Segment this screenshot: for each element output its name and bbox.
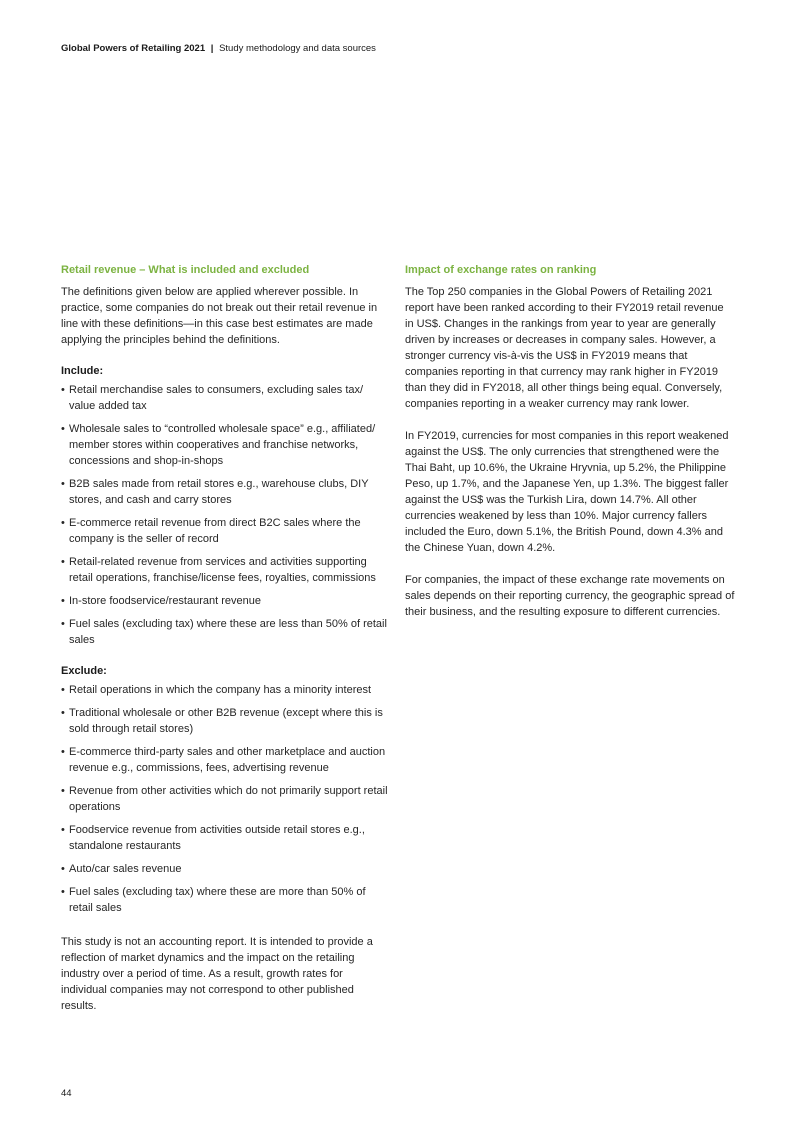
bullet-icon: • xyxy=(61,556,65,568)
right-column xyxy=(405,262,735,620)
list-item: • Foodservice revenue from activities outside retail stores e.g., standalone restaurants xyxy=(61,824,365,852)
bullet-icon: • xyxy=(61,824,65,836)
exchange-paragraph-3: For companies, the impact of these exchange rate movements on sales depends on their reporting currency, the geographic spread of their business, and the resulting exposure to different currencies. xyxy=(405,574,735,618)
list-item: • Traditional wholesale or other B2B revenue (except where this is sold through retail stores) xyxy=(61,707,383,735)
report-title: Global Powers of Retailing 2021 xyxy=(61,43,206,54)
list-item: • B2B sales made from retail stores e.g., warehouse clubs, DIY stores, and cash and carry stores xyxy=(61,478,369,506)
bullet-icon: • xyxy=(61,384,65,396)
list-item: • Retail operations in which the company has a minority interest xyxy=(61,684,372,696)
include-list xyxy=(61,382,391,648)
left-column xyxy=(61,262,391,1014)
exchange-rates-heading: Impact of exchange rates on ranking xyxy=(405,264,597,276)
exclude-list xyxy=(61,682,391,916)
page-number: 44 xyxy=(61,1088,72,1099)
list-item: • E-commerce third-party sales and other marketplace and auction revenue e.g., commissions, fees, advertising revenue xyxy=(61,746,386,774)
bullet-icon: • xyxy=(61,618,65,630)
list-item: • Wholesale sales to “controlled wholesale space” e.g., affiliated/ member stores within cooperatives and franchise networks, concessions and shop-in-shops xyxy=(61,423,376,467)
running-header xyxy=(61,43,376,54)
exchange-paragraph-1: The Top 250 companies in the Global Powers of Retailing 2021 report have been ranked according to their FY2019 retail revenue in US$. Changes in the rankings from year to year are generally driven by increases or decreases in company sales. However, a stronger currency vis-à-vis the US$ in FY2019 means that companies reporting in that currency may rank higher in FY2019 than they did in FY2018, all other things being equal. Conversely, companies reporting in a weaker currency may rank lower. xyxy=(405,286,724,410)
list-item: • Retail merchandise sales to consumers, excluding sales tax/ value added tax xyxy=(61,384,364,412)
bullet-icon: • xyxy=(61,423,65,435)
bullet-icon: • xyxy=(61,478,65,490)
header-separator: | xyxy=(210,43,214,54)
definitions-intro: The definitions given below are applied wherever possible. In practice, some companies do not break out their retail revenue in line with these definitions—in this case best estimates are made applying the principles behind the definitions. xyxy=(61,286,378,346)
section-title: Study methodology and data sources xyxy=(219,43,376,54)
list-item: • E-commerce retail revenue from direct B2C sales where the company is the seller of record xyxy=(61,517,361,545)
bullet-icon: • xyxy=(61,707,65,719)
list-item: • Fuel sales (excluding tax) where these are less than 50% of retail sales xyxy=(61,618,387,646)
list-item: • Fuel sales (excluding tax) where these are more than 50% of retail sales xyxy=(61,886,366,914)
exclude-title: Exclude: xyxy=(61,665,107,677)
list-item: • Auto/car sales revenue xyxy=(61,863,182,875)
bullet-icon: • xyxy=(61,595,65,607)
list-item: • Retail-related revenue from services and activities supporting retail operations, franchise/license fees, royalties, commissions xyxy=(61,556,376,584)
bullet-icon: • xyxy=(61,863,65,875)
list-item: • Revenue from other activities which do not primarily support retail operations xyxy=(61,785,388,813)
retail-revenue-heading: Retail revenue – What is included and excluded xyxy=(61,264,310,276)
bullet-icon: • xyxy=(61,517,65,529)
include-title: Include: xyxy=(61,365,104,377)
bullet-icon: • xyxy=(61,746,65,758)
closing-paragraph: This study is not an accounting report. It is intended to provide a reflection of market dynamics and the impact on the retailing industry over a period of time. As a result, growth rates for individual companies may not correspond to other published results. xyxy=(61,936,373,1012)
exchange-paragraph-2: In FY2019, currencies for most companies in this report weakened against the US$. The only currencies that strengthened were the Thai Baht, up 10.6%, the Ukraine Hryvnia, up 5.2%, the Philippine Peso, up 1.7%, and the Japanese Yen, up 1.3%. The biggest faller against the US$ was the Turkish Lira, down 14.7%. All other currencies weakened by less than 10%. Major currency fallers included the Euro, down 5.1%, the British Pound, down 4.3% and the Chinese Yuan, down 4.2%. xyxy=(405,430,729,554)
bullet-icon: • xyxy=(61,684,65,696)
bullet-icon: • xyxy=(61,785,65,797)
bullet-icon: • xyxy=(61,886,65,898)
list-item: • In-store foodservice/restaurant revenue xyxy=(61,595,261,607)
